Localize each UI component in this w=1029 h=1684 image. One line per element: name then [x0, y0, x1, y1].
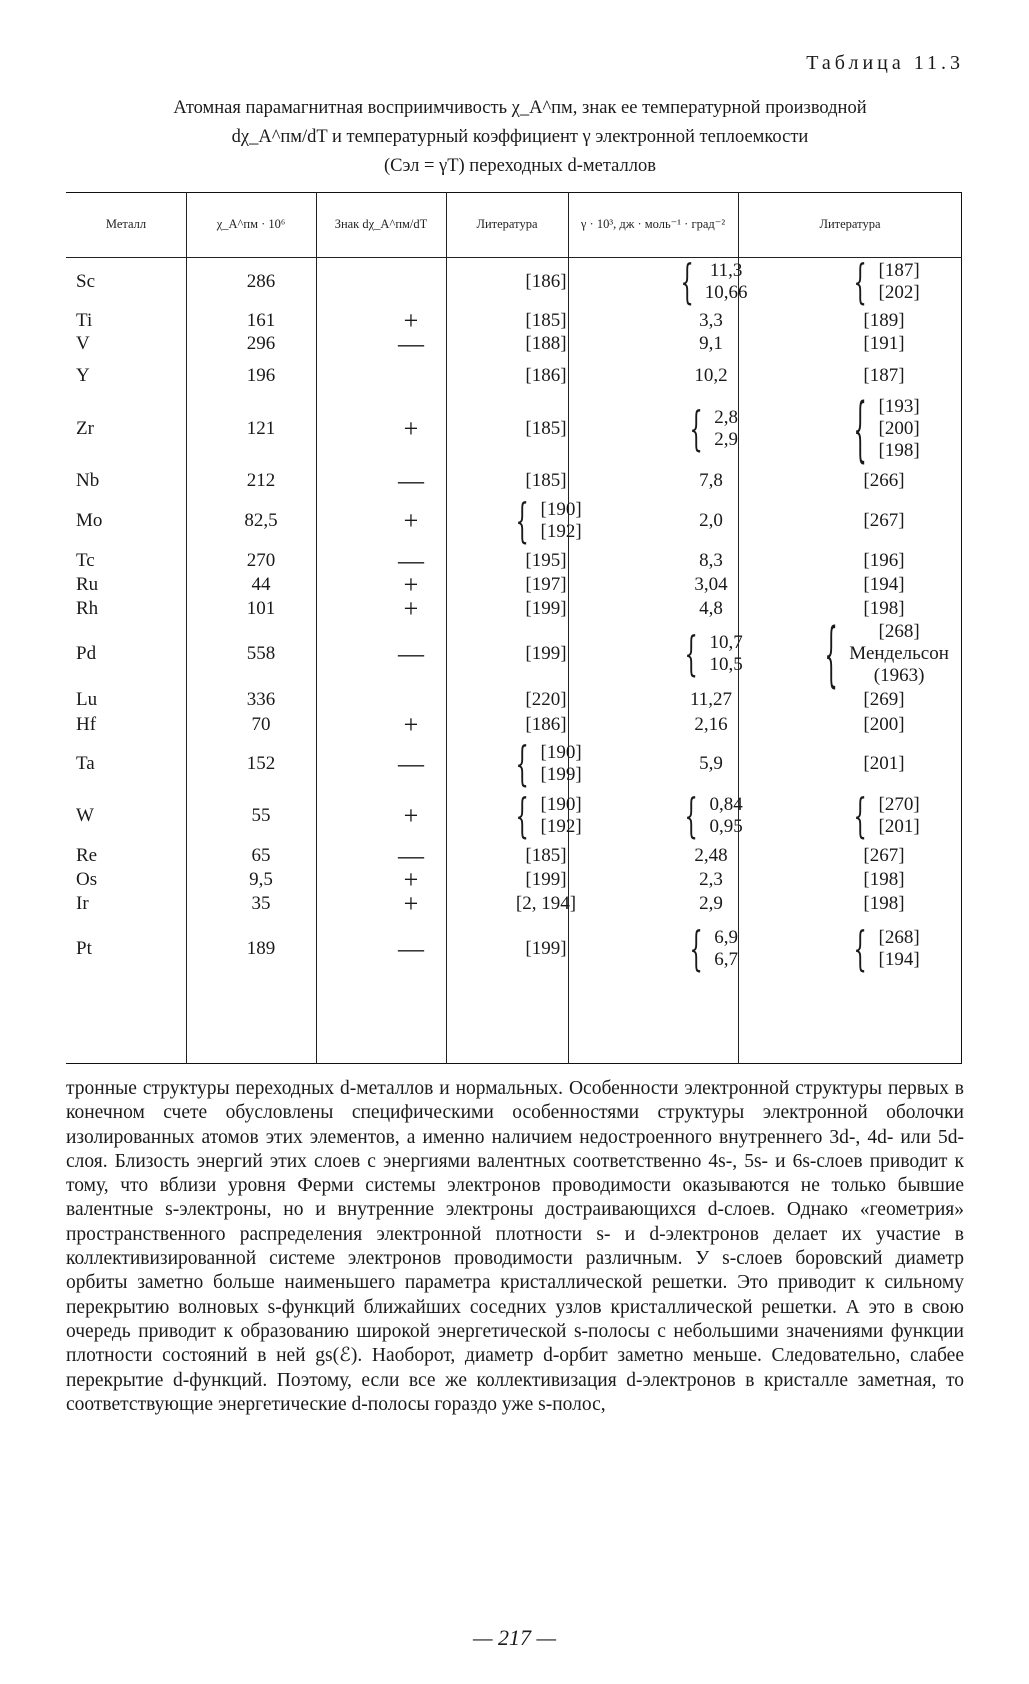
chi-cell: 270	[246, 550, 276, 571]
lit2-value: [269]	[863, 689, 905, 710]
lit1-group	[525, 333, 566, 355]
gamma-value: 2,9	[699, 893, 723, 914]
lit2-group	[863, 550, 904, 572]
gamma-value: 0,95	[709, 816, 743, 837]
gamma-group	[694, 365, 727, 387]
brace-icon: {	[853, 254, 868, 310]
gamma-value: 5,9	[699, 753, 723, 774]
cell-lit2	[806, 364, 962, 388]
chi-cell: 336	[246, 689, 276, 710]
table-row	[66, 613, 962, 695]
metal-cell: Re	[76, 845, 98, 866]
cell-lit2	[806, 713, 962, 737]
lit1-group	[525, 271, 566, 293]
cell-lit2	[806, 333, 962, 355]
cell-lit1	[476, 573, 616, 597]
cell-lit1	[476, 549, 616, 573]
chi-cell: 44	[251, 574, 271, 595]
cell-lit1	[476, 925, 616, 973]
metal-cell: Nb	[76, 470, 100, 491]
sign-cell	[341, 688, 481, 712]
lit1-value: [199]	[525, 938, 567, 959]
lit2-group	[848, 921, 920, 977]
lit2-value: [200]	[878, 418, 920, 439]
metal-cell: Rh	[76, 598, 99, 619]
metal-cell: Y	[76, 365, 90, 386]
lit2-group	[863, 753, 904, 775]
gamma-value: 2,16	[694, 714, 728, 735]
cell-lit1	[476, 868, 616, 892]
cell-gamma	[616, 744, 806, 784]
brace-icon: {	[684, 788, 699, 844]
table-row	[66, 710, 962, 739]
gamma-group	[699, 893, 723, 915]
gamma-value: 3,3	[699, 310, 723, 331]
metal-cell: Tc	[76, 550, 95, 571]
cell-lit2	[806, 613, 962, 695]
table-row	[66, 736, 962, 792]
cell-lit1	[476, 364, 616, 388]
col-header-chi: χ_A^пм · 10⁶	[216, 217, 286, 231]
lit1-value: [199]	[525, 598, 567, 619]
metal-cell: V	[76, 333, 90, 354]
lit2-group	[863, 470, 904, 492]
table-row	[66, 329, 962, 358]
lit1-value: [190]	[540, 794, 582, 815]
lit1-group	[525, 845, 566, 867]
chi-cell: 35	[251, 893, 271, 914]
gamma-group	[675, 254, 748, 310]
lit1-value: [2, 194]	[515, 893, 577, 914]
cell-lit2	[806, 468, 962, 494]
metal-cell: Hf	[76, 714, 97, 735]
cell-lit2	[806, 744, 962, 784]
metal-cell: Zr	[76, 418, 94, 439]
cell-gamma	[616, 868, 806, 892]
lit2-group	[863, 893, 904, 915]
chi-cell: 152	[246, 753, 276, 774]
table-row	[66, 388, 962, 470]
lit2-value: [196]	[863, 550, 905, 571]
cell-lit2	[806, 688, 962, 712]
cell-gamma	[616, 844, 806, 868]
table-row	[66, 841, 962, 870]
gamma-group	[679, 788, 743, 844]
col-header-sign: Знак dχ_A^пм/dT	[334, 217, 428, 231]
gamma-value: 2,0	[699, 510, 723, 531]
sign-cell: —	[398, 639, 424, 668]
lit1-value: [185]	[525, 470, 567, 491]
table-row	[66, 688, 962, 712]
chi-cell: 55	[251, 805, 271, 826]
brace-icon: {	[515, 493, 530, 549]
cell-gamma	[616, 333, 806, 355]
lit1-group	[525, 689, 566, 711]
cell-gamma	[616, 549, 806, 573]
lit1-value: [199]	[540, 764, 582, 785]
lit2-group	[863, 714, 904, 736]
cell-gamma	[616, 892, 806, 916]
sign-cell: +	[403, 594, 419, 623]
cell-gamma	[616, 364, 806, 388]
lit2-value: [191]	[863, 333, 905, 354]
lit1-group	[525, 714, 566, 736]
chi-cell: 82,5	[244, 510, 278, 531]
body-paragraph: тронные структуры переходных d-металлов и нормальных. Особенности электронной структуры первых в конечном счете обусловлены специфическими особенностями структуры электронной оболочки изолированных атомов этих элементов, а именно наличием недостроенного внутреннего 3d-, 4d- или 5d-слоя. Близость энергий этих слоев с энергиями валентных соответственно 4s-, 5s- и 6s-слоев приводит к тому, что вблизи уровня Ферми системы электронов проводимости оказываются не только бывшие валентные s-электроны, но и внутренние электроны достраивающихся d-слоев. Однако «геометрия» пространственного распределения электронной плотности s- и d-электронов делает их участие в коллективизированной системе электронов проводимости различным. У s-слоев боровский диаметр орбиты заметно больше наименьшего параметра кристаллической решетки. Это приводит к сильному перекрытию волновых s-функций ближайших соседних узлов кристаллической решетки. А это в свою очередь приводит к образованию широкой энергетической s-полосы с небольшими значениями функции плотности состояний в ней gs(ℰ). Наоборот, диаметр d-орбит заметно меньше. Следовательно, слабее перекрытие d-функций. Поэтому, если все же коллективизация d-электронов в кристалле заметная, то соответствующие энергетические d-полосы гораздо уже s-полос,	[66, 1078, 964, 1415]
lit1-value: [185]	[525, 845, 567, 866]
gamma-group	[699, 598, 723, 620]
gamma-value: 6,7	[714, 949, 738, 970]
metal-cell: Ru	[76, 574, 99, 595]
table-row	[66, 788, 962, 844]
sign-cell: +	[403, 710, 419, 739]
lit1-group	[516, 893, 576, 915]
sign-cell: —	[398, 841, 424, 870]
metal-cell: Ti	[76, 310, 93, 331]
gamma-value: 4,8	[699, 598, 723, 619]
gamma-group	[679, 626, 743, 682]
lit2-value: (1963)	[873, 665, 925, 686]
lit2-value: [187]	[878, 260, 920, 281]
lit1-value: [192]	[540, 521, 582, 542]
body-text	[66, 1077, 964, 1417]
sign-cell: —	[398, 466, 424, 495]
lit2-group	[863, 333, 904, 355]
cell-lit2	[806, 892, 962, 916]
lit2-value: [267]	[863, 845, 905, 866]
lit1-group	[525, 365, 566, 387]
cell-lit2	[806, 868, 962, 892]
caption-line-2: dχ_A^пм/dT и температурный коэффициент γ электронной теплоемкости	[231, 127, 809, 147]
gamma-group	[699, 333, 723, 355]
lit1-value: [186]	[525, 714, 567, 735]
gamma-value: 11,3	[709, 260, 743, 281]
col-header-lit1: Литература	[476, 217, 538, 231]
brace-icon: {	[515, 736, 530, 792]
gamma-value: 0,84	[709, 794, 743, 815]
col-header-metal: Металл	[105, 217, 147, 231]
chi-cell: 212	[246, 470, 276, 491]
sign-cell: +	[403, 865, 419, 894]
table-row	[66, 865, 962, 894]
lit1-value: [199]	[525, 869, 567, 890]
cell-lit1	[476, 333, 616, 355]
gamma-value: 2,9	[714, 429, 738, 450]
lit2-value: Мендельсон	[849, 643, 949, 664]
lit1-group	[525, 869, 566, 891]
gamma-group	[694, 714, 727, 736]
cell-lit1	[476, 688, 616, 712]
lit1-value: [185]	[525, 310, 567, 331]
brace-icon: {	[824, 613, 838, 695]
lit1-value: [220]	[525, 689, 567, 710]
lit2-value: [270]	[878, 794, 920, 815]
cell-lit1	[476, 310, 616, 332]
lit1-group	[525, 643, 566, 665]
cell-lit1	[476, 736, 616, 792]
gamma-value: 7,8	[699, 470, 723, 491]
table-row	[66, 921, 962, 977]
cell-lit1	[476, 844, 616, 868]
col-header-gamma: γ · 10³, дж · моль⁻¹ · град⁻²	[580, 217, 726, 231]
metal-cell: Pt	[76, 938, 92, 959]
gamma-group	[694, 845, 727, 867]
cell-lit1	[476, 892, 616, 916]
lit2-group	[819, 613, 949, 695]
col-header-lit2: Литература	[819, 217, 881, 231]
lit1-value: [197]	[525, 574, 567, 595]
cell-gamma	[616, 628, 806, 680]
chi-cell: 101	[246, 598, 276, 619]
lit2-value: [198]	[863, 598, 905, 619]
cell-lit2	[806, 310, 962, 332]
lit1-group	[525, 470, 566, 492]
metal-cell: Sc	[76, 271, 95, 292]
cell-lit1	[476, 468, 616, 494]
sign-cell: +	[403, 570, 419, 599]
sign-cell	[341, 258, 481, 306]
chi-cell: 161	[246, 310, 276, 331]
gamma-value: 10,5	[709, 654, 743, 675]
metal-cell: W	[76, 805, 94, 826]
lit1-group	[510, 493, 582, 549]
lit2-value: [201]	[878, 816, 920, 837]
table-caption	[60, 94, 980, 181]
sign-cell: —	[398, 329, 424, 358]
lit1-group	[525, 418, 566, 440]
metal-cell: Ta	[76, 753, 95, 774]
metal-cell: Os	[76, 869, 98, 890]
sign-cell: +	[403, 889, 419, 918]
cell-gamma	[616, 398, 806, 460]
data-table	[66, 192, 962, 1064]
cell-lit1	[476, 788, 616, 844]
lit2-value: [194]	[863, 574, 905, 595]
cell-lit1	[476, 597, 616, 621]
gamma-group	[690, 689, 732, 711]
brace-icon: {	[689, 921, 703, 977]
lit1-value: [195]	[525, 550, 567, 571]
lit1-value: [188]	[525, 333, 567, 354]
lit2-group	[863, 869, 904, 891]
table-label: Таблица 11.3	[806, 52, 964, 74]
lit1-value: [192]	[540, 816, 582, 837]
cell-gamma	[616, 788, 806, 844]
lit1-value: [186]	[525, 365, 567, 386]
cell-lit2	[806, 844, 962, 868]
lit2-value: [268]	[878, 621, 920, 642]
brace-icon: {	[689, 401, 703, 457]
lit2-value: [189]	[863, 310, 905, 331]
gamma-group	[699, 753, 723, 775]
chi-cell: 286	[246, 271, 276, 292]
lit1-value: [186]	[525, 271, 567, 292]
chi-cell: 121	[246, 418, 276, 439]
lit1-group	[525, 550, 566, 572]
caption-line-3: (Cэл = γT) переходных d-металлов	[384, 156, 656, 176]
table-row	[66, 546, 962, 575]
lit2-value: [193]	[878, 396, 920, 417]
lit1-value: [199]	[525, 643, 567, 664]
table-row	[66, 306, 962, 335]
chi-cell: 196	[246, 365, 276, 386]
lit2-group	[863, 598, 904, 620]
brace-icon: {	[515, 788, 530, 844]
chi-cell: 189	[246, 938, 276, 959]
gamma-value: 10,2	[694, 365, 728, 386]
lit2-value: [194]	[878, 949, 920, 970]
lit2-group	[863, 510, 904, 532]
gamma-value: 6,9	[714, 927, 738, 948]
lit2-value: [198]	[878, 440, 920, 461]
sign-cell: —	[398, 546, 424, 575]
gamma-value: 9,1	[699, 333, 723, 354]
lit2-group	[848, 388, 920, 470]
cell-gamma	[616, 688, 806, 712]
lit2-value: [268]	[878, 927, 920, 948]
cell-lit2	[806, 573, 962, 597]
cell-gamma	[616, 597, 806, 621]
sign-cell: +	[403, 506, 419, 535]
lit1-group	[510, 736, 582, 792]
cell-lit1	[476, 713, 616, 737]
cell-gamma	[616, 573, 806, 597]
cell-gamma	[616, 310, 806, 332]
cell-lit2	[806, 788, 962, 844]
chi-cell: 558	[246, 643, 276, 664]
table-row	[66, 889, 962, 918]
gamma-value: 2,8	[714, 407, 738, 428]
brace-icon: {	[853, 788, 868, 844]
table-row	[66, 468, 962, 494]
gamma-group	[699, 470, 723, 492]
lit2-group	[848, 254, 920, 310]
sign-cell: +	[403, 801, 419, 830]
cell-lit2	[806, 254, 962, 310]
cell-lit1	[476, 493, 616, 549]
cell-lit2	[806, 549, 962, 573]
gamma-group	[684, 921, 738, 977]
lit2-group	[863, 845, 904, 867]
cell-lit2	[806, 388, 962, 470]
table-row	[66, 364, 962, 388]
gamma-group	[684, 401, 738, 457]
lit2-value: [202]	[878, 282, 920, 303]
lit1-value: [190]	[540, 742, 582, 763]
lit1-group	[525, 598, 566, 620]
lit1-group	[525, 574, 566, 596]
lit1-value: [190]	[540, 499, 582, 520]
caption-line-1: Атомная парамагнитная восприимчивость χ_A^пм, знак ее температурной производной	[173, 98, 867, 118]
gamma-value: 11,27	[689, 689, 733, 710]
metal-cell: Ir	[76, 893, 89, 914]
sign-cell	[341, 364, 481, 388]
cell-lit1	[476, 628, 616, 680]
cell-gamma	[616, 254, 806, 310]
brace-icon: {	[853, 921, 868, 977]
metal-cell: Lu	[76, 689, 98, 710]
cell-lit2	[806, 499, 962, 543]
table-row	[66, 493, 962, 549]
sign-cell: —	[398, 749, 424, 778]
gamma-value: 2,3	[699, 869, 723, 890]
cell-lit1	[476, 258, 616, 306]
lit2-group	[863, 574, 904, 596]
metal-cell: Pd	[76, 643, 97, 664]
cell-gamma	[616, 468, 806, 494]
lit2-value: [200]	[863, 714, 905, 735]
table-row	[66, 570, 962, 599]
gamma-value: 8,3	[699, 550, 723, 571]
brace-icon: {	[684, 626, 699, 682]
sign-cell: +	[403, 414, 419, 443]
lit2-value: [201]	[863, 753, 905, 774]
gamma-group	[699, 310, 723, 332]
page-number: — 217 —	[472, 1625, 557, 1650]
metal-cell: Mo	[76, 510, 103, 531]
lit1-value: [185]	[525, 418, 567, 439]
lit2-group	[863, 689, 904, 711]
lit2-group	[863, 365, 904, 387]
cell-gamma	[616, 713, 806, 737]
cell-gamma	[616, 921, 806, 977]
gamma-value: 10,7	[709, 632, 743, 653]
gamma-group	[699, 550, 723, 572]
lit2-value: [266]	[863, 470, 905, 491]
lit2-value: [198]	[863, 893, 905, 914]
brace-icon: {	[853, 388, 868, 470]
gamma-value: 10,66	[704, 282, 748, 303]
cell-lit1	[476, 398, 616, 460]
lit2-group	[863, 310, 904, 332]
chi-cell: 296	[246, 333, 276, 354]
lit2-group	[848, 788, 920, 844]
gamma-value: 2,48	[694, 845, 728, 866]
lit2-value: [198]	[863, 869, 905, 890]
lit1-group	[510, 788, 582, 844]
chi-cell: 70	[251, 714, 271, 735]
brace-icon: {	[679, 254, 694, 310]
gamma-group	[694, 574, 727, 596]
lit1-group	[525, 310, 566, 332]
cell-gamma	[616, 499, 806, 543]
lit1-group	[525, 938, 566, 960]
lit2-value: [187]	[863, 365, 905, 386]
cell-lit2	[806, 921, 962, 977]
gamma-group	[699, 510, 723, 532]
sign-cell: +	[403, 306, 419, 335]
chi-cell: 65	[251, 845, 271, 866]
lit2-value: [267]	[863, 510, 905, 531]
gamma-group	[699, 869, 723, 891]
gamma-value: 3,04	[694, 574, 728, 595]
chi-cell: 9,5	[249, 869, 273, 890]
sign-cell: —	[398, 934, 424, 963]
table-row	[66, 254, 962, 310]
